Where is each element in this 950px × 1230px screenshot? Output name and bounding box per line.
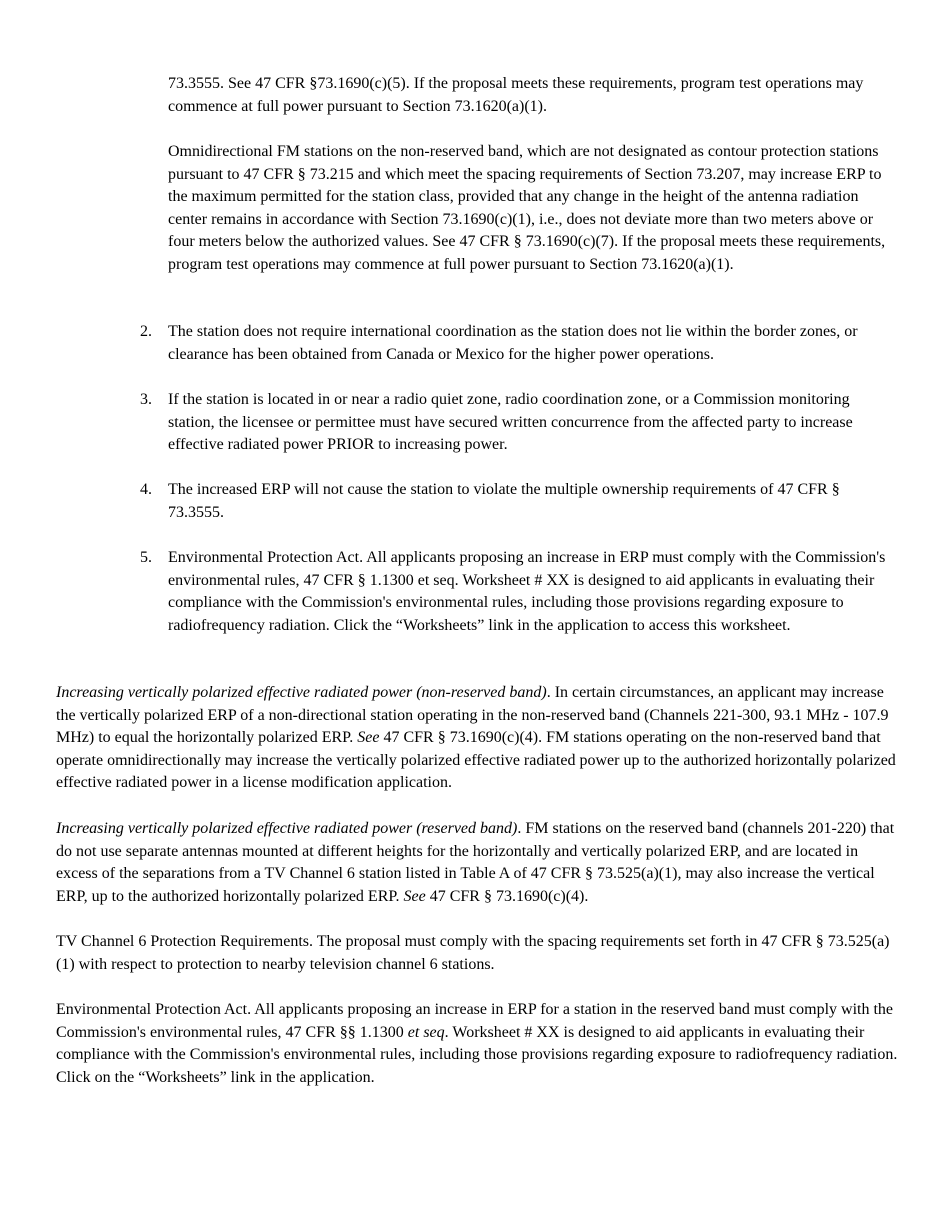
- vertical-nonreserved-text-1: . In certain circumstances, an applicant may increase the vertically polarized ERP of a non-directional station operating in the non-reserved band (Channels 221-300, 93.1 MHz - 107.9 MHz) to equal the horizontally polarized ERP.: [56, 684, 889, 746]
- list-item-text: The increased ERP will not cause the station to violate the multiple ownership requirements of 47 CFR § 73.3555.: [168, 481, 840, 521]
- environmental-reserved-et-seq: et seq: [407, 1023, 445, 1041]
- omnidirectional-paragraph: Omnidirectional FM stations on the non-reserved band, which are not designated as contour protection stations pursuant to 47 CFR § 73.215 and which meet the spacing requirements of Section 73.207, may increase ERP to the maximum permitted for the station class, provided that any change in the height of the antenna radiation center remains in accordance with Section 73.1690(c)(1), i.e., does not deviate more than two meters above or four meters below the authorized values. See 47 CFR § 73.1690(c)(7). If the proposal meets these requirements, program test operations may commence at full power pursuant to Section 73.1620(a)(1).: [168, 143, 886, 273]
- continuation-paragraph: 73.3555. See 47 CFR §73.1690(c)(5). If the proposal meets these requirements, program test operations may commence at full power pursuant to Section 73.1620(a)(1).: [168, 75, 864, 115]
- vertical-reserved-text-2: 47 CFR § 73.1690(c)(4).: [425, 887, 589, 905]
- tv-channel-6-paragraph: TV Channel 6 Protection Requirements. The proposal must comply with the spacing requirements set forth in 47 CFR § 73.525(a)(1) with respect to protection to nearby television channel 6 stations.: [56, 933, 890, 973]
- environmental-reserved-paragraph: [56, 999, 898, 1089]
- list-item-number: 5.: [140, 549, 152, 566]
- list-item-number: 3.: [140, 391, 152, 408]
- vertical-reserved-paragraph: [56, 818, 898, 908]
- vertical-nonreserved-text-2: 47 CFR § 73.1690(c)(4). FM stations operating on the non-reserved band that operate omnidirectionally may increase the vertically polarized effective radiated power up to the authorized horizontally polarized effective radiated power in a license modification application.: [56, 729, 896, 791]
- vertical-reserved-text-1: . FM stations on the reserved band (channels 201-220) that do not use separate antennas mounted at different heights for the horizontally and vertically polarized ERP, and are located in excess of the separations from a TV Channel 6 station listed in Table A of 47 CFR § 73.525(a)(1), may also increase the vertical ERP, up to the authorized horizontally polarized ERP.: [56, 820, 895, 905]
- list-item-number: 2.: [140, 323, 152, 340]
- vertical-nonreserved-see: See: [357, 729, 380, 746]
- environmental-reserved-text-2: . Worksheet # XX is designed to aid applicants in evaluating their compliance with the Commission's environmental rules, including those provisions regarding exposure to radiofrequency radiation. Click on the “Worksheets” link in the application.: [56, 1023, 898, 1086]
- vertical-reserved-see: See: [403, 887, 426, 905]
- list-item-text: If the station is located in or near a radio quiet zone, radio coordination zone, or a Commission monitoring station, the licensee or permittee must have secured written concurrence from the affected party to increase effective radiated power PRIOR to increasing power.: [168, 391, 853, 453]
- list-item-text: Environmental Protection Act. All applicants proposing an increase in ERP must comply with the Commission's environmental rules, 47 CFR § 1.1300 et seq. Worksheet # XX is designed to aid applicants in evaluating their compliance with the Commission's environmental rules, including those provisions regarding exposure to radiofrequency radiation. Click the “Worksheets” link in the application to access this worksheet.: [168, 549, 886, 634]
- list-item-text: The station does not require international coordination as the station does not lie within the border zones, or clearance has been obtained from Canada or Mexico for the higher power operations.: [168, 323, 858, 363]
- vertical-reserved-heading: Increasing vertically polarized effective radiated power (reserved band): [56, 820, 518, 837]
- vertical-nonreserved-heading: Increasing vertically polarized effective radiated power (non-reserved band): [56, 684, 547, 701]
- environmental-reserved-text-1: Environmental Protection Act. All applicants proposing an increase in ERP for a station in the reserved band must comply with the Commission's environmental rules, 47 CFR §§ 1.1300: [56, 1001, 894, 1041]
- vertical-nonreserved-paragraph: [56, 682, 898, 795]
- list-item-number: 4.: [140, 481, 152, 498]
